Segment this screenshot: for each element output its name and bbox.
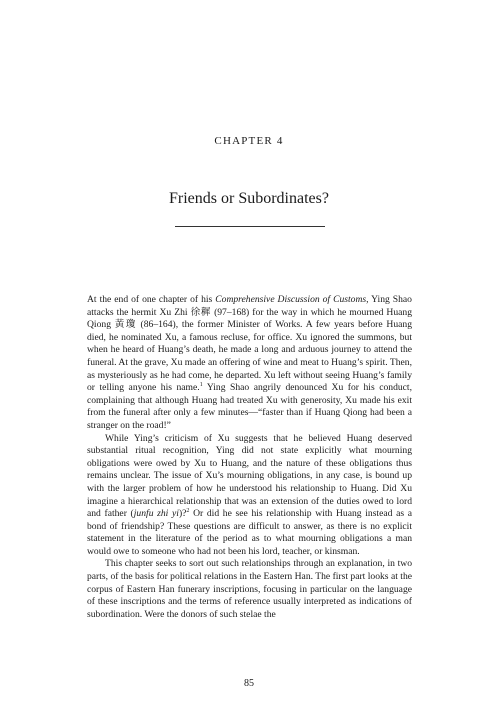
paragraph-3 bbox=[87, 558, 412, 621]
chapter-label: CHAPTER 4 bbox=[214, 135, 284, 147]
footnote-ref-2: 2 bbox=[186, 507, 190, 514]
footnote-ref-1: 1 bbox=[199, 381, 203, 388]
paragraph-1-text-c: Ying Shao angrily denounced Xu for his conduct, complaining that although Huang had treated Xu with generosity, Xu made his exit from the funeral after only a few minutes—“faster than if Huang Qiong had been a stranger on the road!” bbox=[87, 382, 412, 431]
title-rule bbox=[175, 226, 325, 227]
body-text bbox=[87, 294, 412, 621]
paragraph-1-text-a: At the end of one chapter of his bbox=[87, 294, 216, 305]
paragraph-3-text: This chapter seeks to sort out such relationships through an explanation, in two parts, of the basis for political relations in the Eastern Han. The first part looks at the corpus of Eastern Han funerary inscriptions, focusing in particular on the language of these inscriptions and the terms of reference usually interpreted as indications of subordination. Were the donors of such stelae the bbox=[87, 558, 412, 620]
paragraph-2-text-a: While Ying’s criticism of Xu suggests that he believed Huang deserved substantial ritual recognition, Ying did not state explicitly what mourning obligations were owed by Xu to Huang, and the nature of these obligations thus remains unclear. The issue of Xu’s mourning obligations, in any case, is bound up with the larger problem of how he understood his relationship to Huang. Did Xu imagine a hierarchical relationship that was an extension of the duties owed to lord and father ( bbox=[87, 432, 412, 520]
paragraph-1 bbox=[87, 294, 412, 433]
paragraph-2-text-c: Or did he see his relationship with Huang instead as a bond of friendship? These questions are difficult to answer, as there is no explicit statement in the literature of the period as to what mourning obligations a man would owe to someone who had not been his lord, teacher, or kinsman. bbox=[87, 508, 413, 557]
chapter-title: Friends or Subordinates? bbox=[169, 190, 329, 207]
paragraph-2 bbox=[87, 433, 412, 559]
term-italic: junfu zhi yi bbox=[133, 508, 179, 520]
paragraph-2-text-b: )? bbox=[178, 508, 187, 520]
paragraph-1-text-b: Ying Shao attacks the hermit Xu Zhi 徐穉 (97–168) for the way in which he mourned Huang Qiong 黃瓊 (86–164), the former Minister of Works. A few years before Huang died, he nominated Xu, a famous recluse, for office. Xu ignored the summons, but when he heard of Huang’s death, he made a long and arduous journey to attend the funeral. At the grave, Xu made an offering of wine and meat to Huang’s spirit. Then, as mysteriously as he had come, he departed. Xu left without seeing Huang’s family or telling anyone his name. bbox=[87, 294, 412, 394]
page-number: 85 bbox=[244, 678, 254, 689]
book-title-italic: Comprehensive Discussion of Customs, bbox=[215, 294, 369, 305]
